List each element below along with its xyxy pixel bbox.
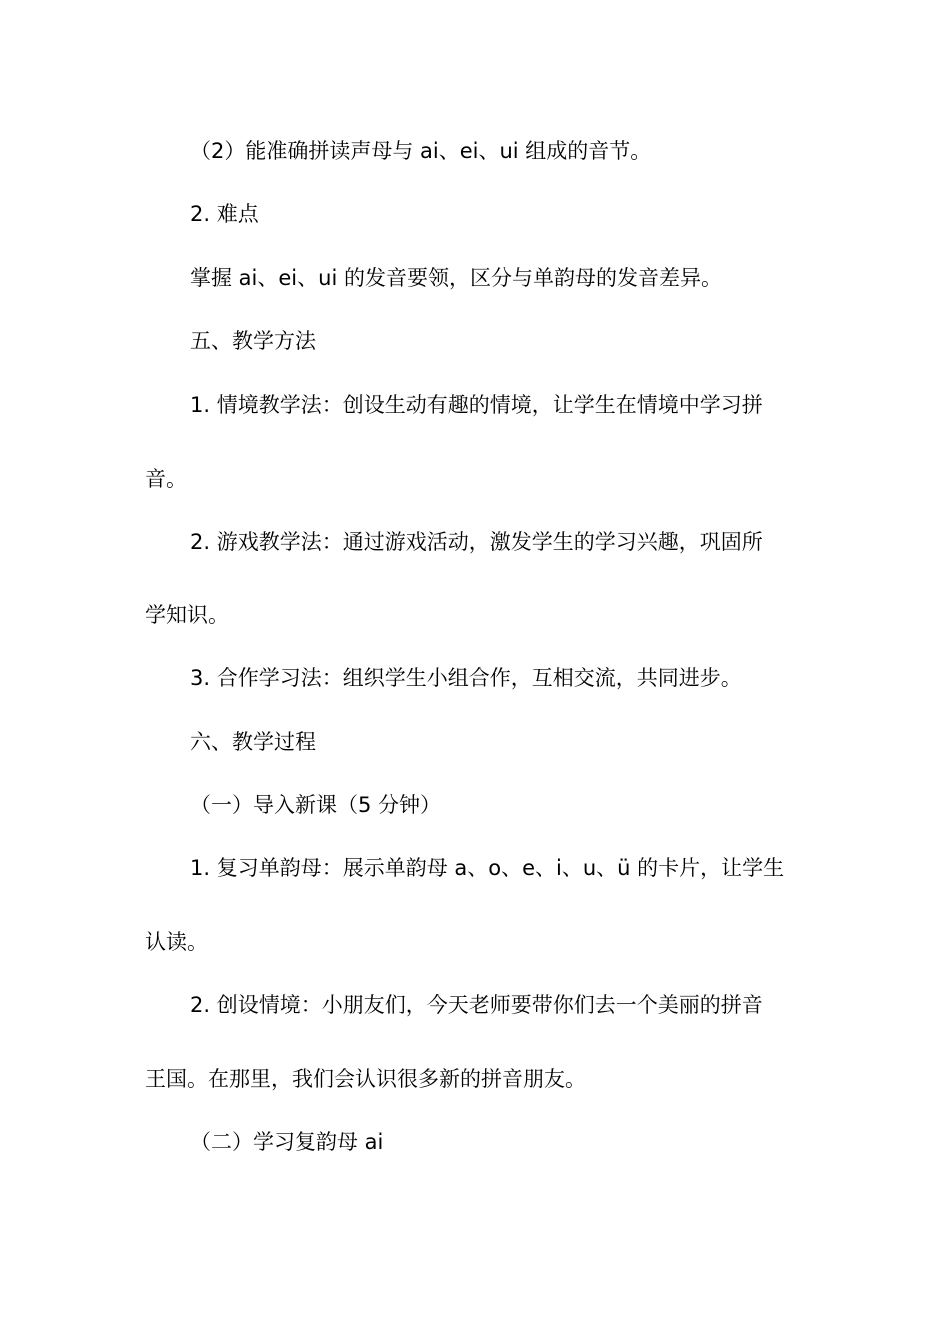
subsection-introduction-heading: （一）导入新课（5 分钟） <box>190 793 442 817</box>
intro-step-2-line-2: 王国。在那里，我们会认识很多新的拼音朋友。 <box>145 1067 586 1091</box>
intro-step-1-line-2: 认读。 <box>145 930 208 954</box>
method-1-line-1: 1. 情境教学法：创设生动有趣的情境，让学生在情境中学习拼 <box>190 393 763 417</box>
objective-2-line: （2）能准确拼读声母与 ai、ei、ui 组成的音节。 <box>190 139 652 163</box>
difficulty-text: 掌握 ai、ei、ui 的发音要领，区分与单韵母的发音差异。 <box>190 266 722 290</box>
method-1-line-2: 音。 <box>145 467 187 491</box>
intro-step-2-line-1: 2. 创设情境：小朋友们，今天老师要带你们去一个美丽的拼音 <box>190 993 763 1017</box>
subsection-learn-ai-heading: （二）学习复韵母 ai <box>190 1130 384 1154</box>
method-2-line-2: 学知识。 <box>145 603 229 627</box>
method-3-line: 3. 合作学习法：组织学生小组合作，互相交流，共同进步。 <box>190 666 742 690</box>
method-2-line-1: 2. 游戏教学法：通过游戏活动，激发学生的学习兴趣，巩固所 <box>190 530 763 554</box>
difficulty-heading: 2. 难点 <box>190 202 259 226</box>
section-teaching-methods-heading: 五、教学方法 <box>190 329 316 353</box>
section-teaching-process-heading: 六、教学过程 <box>190 730 316 754</box>
intro-step-1-line-1: 1. 复习单韵母：展示单韵母 a、o、e、i、u、ü 的卡片，让学生 <box>190 856 785 880</box>
